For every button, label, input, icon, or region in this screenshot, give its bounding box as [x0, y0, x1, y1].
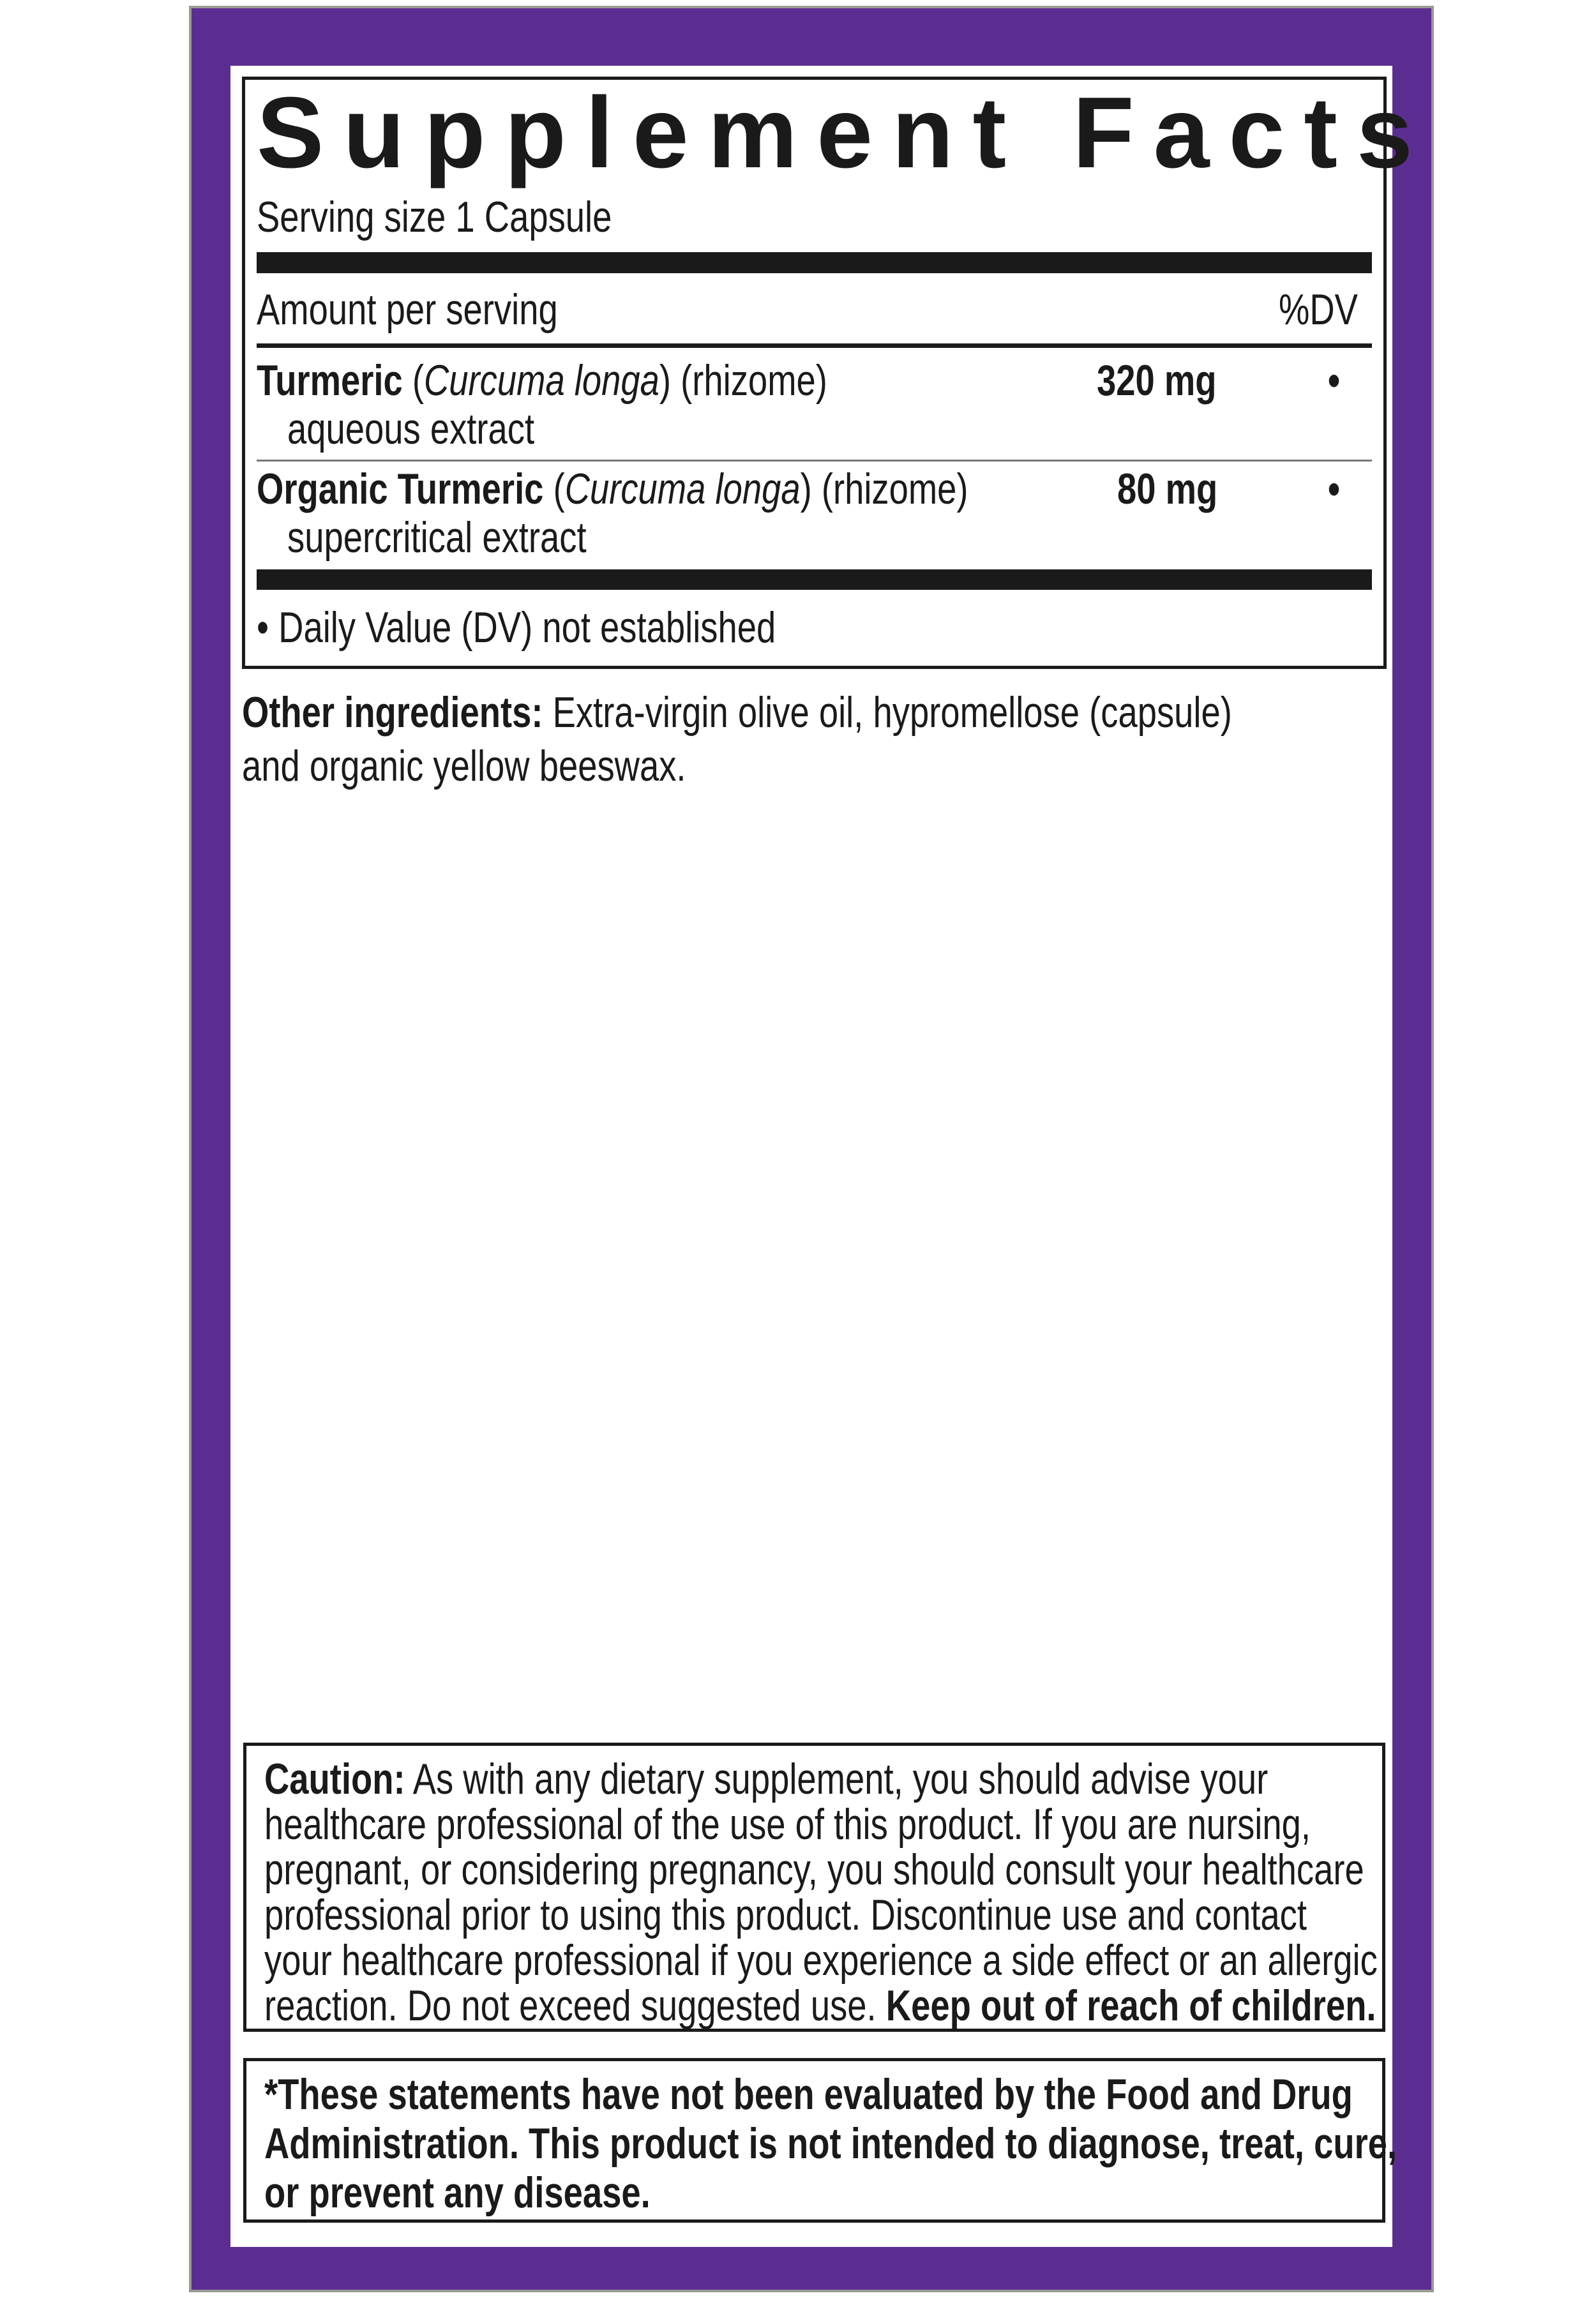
- caution-label: Caution:: [264, 1755, 405, 1803]
- dv-header-text: %DV: [1279, 285, 1358, 334]
- other-ingredients-label: Other ingredients:: [242, 688, 543, 737]
- thick-divider: [257, 569, 1372, 590]
- fda-text: *These statements have not been evaluated by the Food and Drug: [264, 2070, 1353, 2119]
- fda-disclaimer-box: [243, 2058, 1397, 2223]
- ingredient-row: [257, 356, 970, 405]
- fda-text: Administration. This product is not intended to diagnose, treat, cure,: [264, 2119, 1397, 2168]
- fda-text: or prevent any disease.: [264, 2168, 651, 2217]
- ingredient-name: Organic Turmeric: [257, 465, 544, 513]
- caution-text: reaction. Do not exceed suggested use.: [264, 1981, 877, 2030]
- other-ingredients: [242, 688, 1480, 737]
- thick-divider: [257, 252, 1372, 273]
- dv-footnote: • Daily Value (DV) not established: [257, 603, 776, 652]
- serving-size: [257, 193, 700, 241]
- caution-text: healthcare professional of the use of this product. If you are nursing,: [264, 1800, 1311, 1849]
- caution-text: professional prior to using this product. Discontinue use and contact: [264, 1891, 1307, 1939]
- caution-text: As with any dietary supplement, you should advise your: [412, 1755, 1269, 1803]
- ingredient-part: (rhizome): [681, 356, 827, 405]
- other-ingredients-text: Extra-virgin olive oil, hypromellose (capsule): [552, 688, 1232, 737]
- ingredient-amount: 320 mg: [1097, 356, 1217, 405]
- amount-header: [257, 285, 633, 334]
- medium-divider: [257, 343, 1372, 348]
- ingredient-latin: ( Curcuma longa ): [553, 465, 812, 513]
- ingredient-dv: •: [1328, 465, 1341, 513]
- caution-box: [243, 1743, 1385, 2032]
- ingredient-dv: •: [1328, 356, 1341, 405]
- amount-header-text: Amount per serving: [257, 285, 558, 334]
- ingredient-name: Turmeric: [257, 356, 403, 405]
- thin-divider: [257, 460, 1372, 462]
- ingredient-part: (rhizome): [821, 465, 968, 513]
- dv-header: [1279, 285, 1378, 334]
- ingredient-extract: supercritical extract: [287, 513, 587, 562]
- ingredient-row: [257, 465, 1146, 513]
- ingredient-latin: ( Curcuma longa ): [412, 356, 671, 405]
- caution-text: pregnant, or considering pregnancy, you should consult your healthcare: [264, 1845, 1364, 1894]
- facts-title: Supplement Facts: [257, 77, 1432, 189]
- caution-text: your healthcare professional if you experience a side effect or an allergic: [264, 1936, 1378, 1985]
- ingredient-amount: 80 mg: [1117, 465, 1218, 513]
- serving-size-text: Serving size 1 Capsule: [257, 193, 612, 241]
- children-warning: Keep out of reach of children.: [885, 1981, 1376, 2030]
- other-ingredients-text: and organic yellow beeswax.: [242, 742, 686, 790]
- ingredient-extract: aqueous extract: [287, 405, 535, 453]
